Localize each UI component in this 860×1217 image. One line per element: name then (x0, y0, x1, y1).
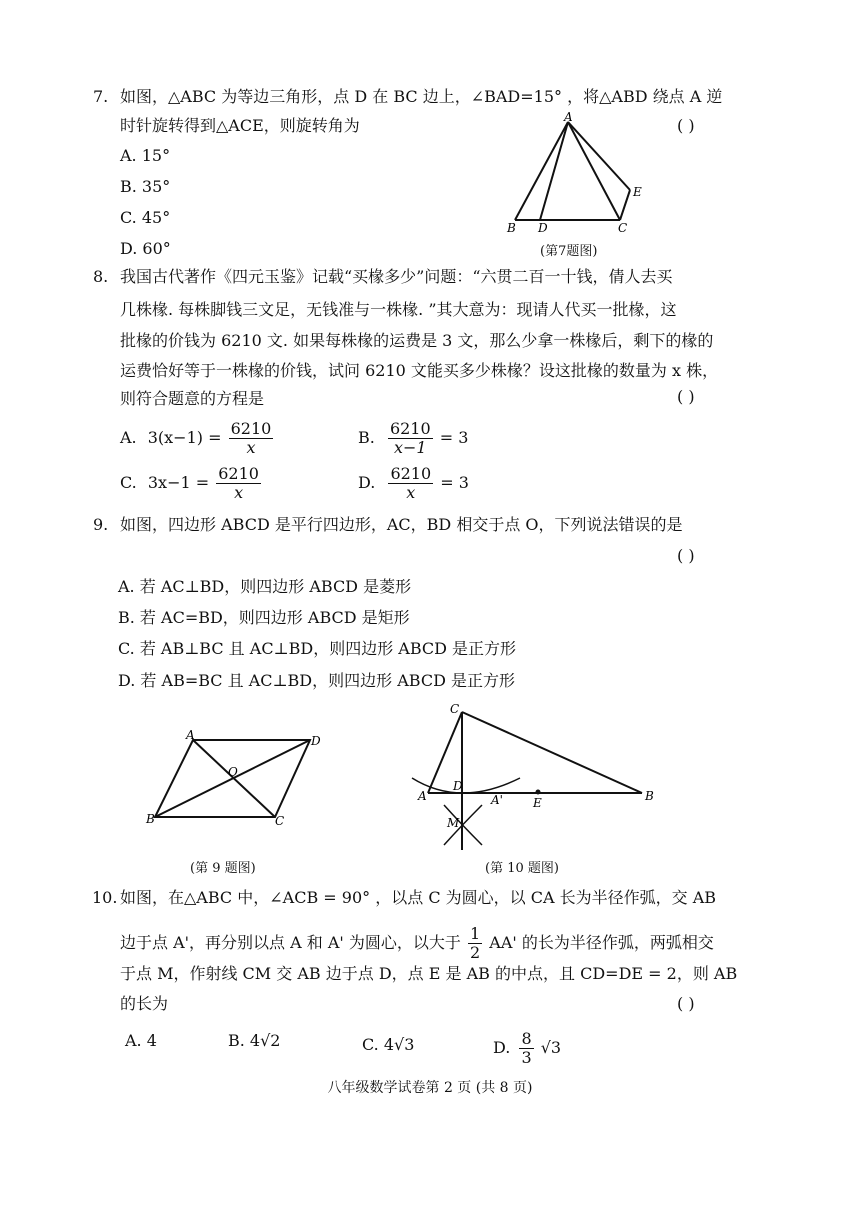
q8-option-b-right: = 3 (439, 428, 469, 447)
q10-figure-caption: (第 10 题图) (485, 861, 559, 876)
q7-edge-ab (515, 122, 568, 220)
q8-option-b-fraction (388, 420, 433, 457)
q8-option-a-left: 3(x−1) = (147, 428, 222, 447)
q10-stem-line2-post: AA' 的长为半径作弧，两弧相交 (489, 933, 714, 952)
q10-half-fraction (468, 925, 482, 962)
q7-label-a: A (564, 110, 573, 124)
q9-label-c: C (275, 814, 285, 828)
q7-label-e: E (633, 185, 642, 199)
q8-option-c-fraction (216, 465, 261, 502)
q8-stem-line2: 几株椽. 每株脚钱三文足，无钱准与一株椽. ”其大意为：现请人代买一批椽，这 (120, 300, 677, 319)
q10-option-d-label: D. (493, 1038, 511, 1057)
q9-stem-line1: 如图，四边形 ABCD 是平行四边形，AC，BD 相交于点 O，下列说法错误的是 (120, 515, 683, 534)
q8-stem-line4: 运费恰好等于一株椽的价钱，试问 6210 文能买多少株椽？设这批椽的数量为 x 株， (120, 361, 719, 380)
q7-label-b: B (507, 221, 516, 235)
q8-option-d-right: = 3 (440, 473, 469, 492)
q7-option-a: A. 15° (120, 146, 171, 165)
q10-option-d-numerator: 8 (521, 1029, 532, 1048)
q8-option-b-denominator: x−1 (393, 438, 427, 457)
q8-option-d-numerator: 6210 (390, 464, 432, 483)
q7-label-c: C (618, 221, 628, 235)
q8-option-c-left: 3x−1 = (147, 473, 210, 492)
q10-label-e: E (533, 796, 542, 810)
q8-option-d-label: D. (358, 473, 376, 492)
q10-number: 10. (92, 888, 118, 907)
q8-number: 8. (93, 267, 109, 286)
q10-figure (400, 700, 670, 850)
q8-option-a-fraction (229, 420, 274, 457)
q9-number: 9. (93, 515, 109, 534)
q8-option-a (120, 420, 275, 457)
q10-stem-line3: 于点 M，作射线 CM 交 AB 边于点 D，点 E 是 AB 的中点，且 CD=DE = 2，则 AB (120, 964, 738, 983)
q7-label-d: D (538, 221, 548, 235)
q8-option-c-label: C. (120, 473, 137, 492)
q9-figure-caption: (第 9 题图) (190, 861, 256, 876)
q7-stem-line2: 时针旋转得到△ACE，则旋转角为 (120, 116, 360, 135)
q7-option-c: C. 45° (120, 208, 171, 227)
q10-answer-paren: ( ) (677, 994, 695, 1013)
q8-stem-line1: 我国古代著作《四元玉鉴》记载“买椽多少”问题：“六贯二百一十钱，倩人去买 (120, 267, 673, 286)
q7-option-d: D. 60° (120, 239, 171, 258)
q8-option-b-label: B. (358, 428, 375, 447)
q10-edge-cb (462, 712, 642, 793)
q10-option-d-fraction (519, 1030, 533, 1067)
q10-option-a: A. 4 (125, 1031, 157, 1050)
q8-option-d-denominator: x (406, 483, 416, 502)
q10-stem-line1: 如图，在△ABC 中，∠ACB = 90° ，以点 C 为圆心，以 CA 长为半径作弧，交 AB (120, 888, 717, 907)
q10-option-d-denominator: 3 (521, 1048, 532, 1067)
q9-figure (140, 725, 340, 835)
q10-stem-line2-pre: 边于点 A'，再分别以点 A 和 A' 为圆心，以大于 (120, 933, 461, 952)
q10-half-numerator: 1 (470, 924, 481, 943)
q10-option-b: B. 4√2 (228, 1031, 281, 1050)
q10-label-d: D (453, 779, 463, 793)
q7-stem-line1: 如图，△ABC 为等边三角形，点 D 在 BC 边上，∠BAD=15° ，将△ABD 绕点 A 逆 (120, 87, 723, 106)
q9-label-b: B (146, 812, 155, 826)
q10-option-d (493, 1030, 561, 1067)
q7-figure (500, 110, 660, 245)
q8-answer-paren: ( ) (677, 387, 695, 406)
q8-option-c (120, 465, 263, 502)
q8-option-d-fraction (388, 465, 433, 502)
q8-option-a-denominator: x (246, 438, 256, 457)
q10-label-m: M (447, 816, 460, 830)
q9-label-a: A (186, 728, 195, 742)
q8-stem-line3: 批椽的价钱为 6210 文. 如果每株椽的运费是 3 文，那么少拿一株椽后，剩下的椽的 (120, 331, 714, 350)
q8-option-c-denominator: x (234, 483, 244, 502)
q9-answer-paren: ( ) (677, 546, 695, 565)
q9-label-d: D (311, 734, 321, 748)
q10-option-d-rest: √3 (540, 1038, 562, 1057)
q10-point-e (536, 790, 541, 795)
q8-option-b (358, 420, 468, 457)
q10-label-c: C (450, 702, 460, 716)
q7-edge-ce (620, 190, 630, 220)
q8-option-a-label: A. (120, 428, 137, 447)
q7-figure-caption: (第7题图) (540, 244, 598, 259)
q9-option-b: B. 若 AC=BD，则四边形 ABCD 是矩形 (118, 608, 410, 627)
q10-stem-line2 (120, 925, 714, 962)
q9-label-o: O (228, 765, 238, 779)
q7-option-b: B. 35° (120, 177, 171, 196)
q8-option-c-numerator: 6210 (218, 464, 259, 483)
q7-number: 7. (93, 87, 109, 106)
q8-option-d (358, 465, 469, 502)
q10-label-a: A (418, 789, 427, 803)
q8-option-a-numerator: 6210 (230, 419, 272, 438)
q8-option-b-numerator: 6210 (389, 419, 431, 438)
q10-option-c: C. 4√3 (362, 1035, 415, 1054)
q10-stem-line4: 的长为 (120, 994, 169, 1013)
page-footer: 八年级数学试卷第 2 页 (共 8 页) (327, 1080, 533, 1096)
q7-answer-paren: ( ) (677, 116, 695, 135)
q7-edge-ad (540, 122, 568, 220)
q10-label-a-prime: A' (491, 793, 503, 807)
q10-half-denominator: 2 (470, 943, 481, 962)
q9-option-c: C. 若 AB⊥BC 且 AC⊥BD，则四边形 ABCD 是正方形 (118, 639, 517, 658)
q9-option-a: A. 若 AC⊥BD，则四边形 ABCD 是菱形 (118, 577, 412, 596)
q8-stem-line5: 则符合题意的方程是 (120, 389, 265, 408)
q10-label-b: B (645, 789, 654, 803)
q9-option-d: D. 若 AB=BC 且 AC⊥BD，则四边形 ABCD 是正方形 (118, 671, 515, 690)
